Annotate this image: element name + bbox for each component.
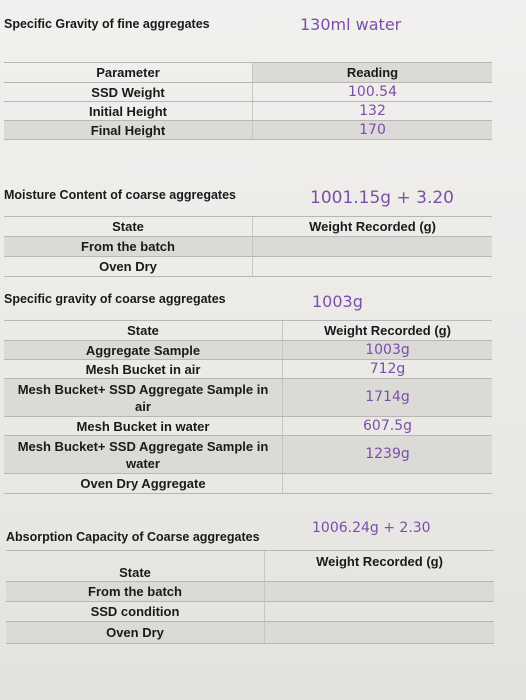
section-title-coarse-specific-gravity: Specific gravity of coarse aggregates	[4, 292, 226, 306]
table-row	[6, 582, 494, 602]
weight-value: 712g	[283, 360, 493, 379]
param-label: Final Height	[4, 121, 253, 140]
table-header-row	[4, 63, 492, 83]
col-header-parameter: Parameter	[4, 63, 253, 83]
state-label: From the batch	[4, 237, 253, 257]
state-label: Mesh Bucket in air	[4, 360, 283, 379]
state-label: Oven Dry	[4, 257, 253, 277]
param-label: Initial Height	[4, 102, 253, 121]
table-row	[4, 379, 492, 417]
handwritten-note-absorption: 1006.24g + 2.30	[312, 520, 431, 536]
param-value: 170	[253, 121, 493, 140]
coarse-specific-gravity-table	[4, 320, 492, 494]
state-label: Oven Dry Aggregate	[4, 474, 283, 494]
weight-cell-empty	[253, 257, 493, 277]
table-row	[4, 360, 492, 379]
col-header-reading: Reading	[253, 63, 493, 83]
handwritten-note-coarse: 1003g	[312, 292, 363, 311]
col-header-weight: Weight Recorded (g)	[283, 321, 493, 341]
weight-cell-empty	[265, 582, 495, 602]
table-row	[4, 257, 492, 277]
col-header-state: State	[6, 551, 265, 582]
table-row	[6, 622, 494, 644]
weight-value: 1714g	[283, 379, 493, 417]
state-label: Aggregate Sample	[4, 341, 283, 360]
col-header-weight: Weight Recorded (g)	[265, 551, 495, 582]
table-row	[4, 474, 492, 494]
weight-value: 1239g	[283, 436, 493, 474]
state-label: Mesh Bucket+ SSD Aggregate Sample in air	[4, 379, 283, 417]
section-title-fine-specific-gravity: Specific Gravity of fine aggregates	[4, 17, 210, 31]
table-header-row	[4, 217, 492, 237]
table-row	[4, 83, 492, 102]
col-header-state: State	[4, 321, 283, 341]
weight-value	[283, 474, 493, 494]
table-row	[4, 417, 492, 436]
absorption-capacity-table	[6, 550, 494, 644]
table-header-row	[6, 551, 494, 582]
param-value: 100.54	[253, 83, 493, 102]
col-header-state: State	[4, 217, 253, 237]
table-row	[4, 102, 492, 121]
state-label: Oven Dry	[6, 622, 265, 644]
section-title-absorption-capacity: Absorption Capacity of Coarse aggregates	[6, 530, 260, 544]
weight-value: 607.5g	[283, 417, 493, 436]
weight-value: 1003g	[283, 341, 493, 360]
state-label: Mesh Bucket+ SSD Aggregate Sample in water	[4, 436, 283, 474]
table-row	[4, 341, 492, 360]
param-value: 132	[253, 102, 493, 121]
param-label: SSD Weight	[4, 83, 253, 102]
table-row	[4, 436, 492, 474]
table-row	[4, 237, 492, 257]
table-header-row	[4, 321, 492, 341]
section-title-moisture-content: Moisture Content of coarse aggregates	[4, 188, 236, 202]
table-row	[6, 602, 494, 622]
weight-cell-empty	[253, 237, 493, 257]
handwritten-note-water: 130ml water	[300, 15, 402, 34]
col-header-weight: Weight Recorded (g)	[253, 217, 493, 237]
state-label: Mesh Bucket in water	[4, 417, 283, 436]
state-label: SSD condition	[6, 602, 265, 622]
state-label: From the batch	[6, 582, 265, 602]
weight-cell-empty	[265, 602, 495, 622]
fine-specific-gravity-table	[4, 62, 492, 140]
weight-cell-empty	[265, 622, 495, 644]
handwritten-note-moisture: 1001.15g + 3.20	[310, 188, 454, 208]
moisture-content-table	[4, 216, 492, 277]
table-row	[4, 121, 492, 140]
